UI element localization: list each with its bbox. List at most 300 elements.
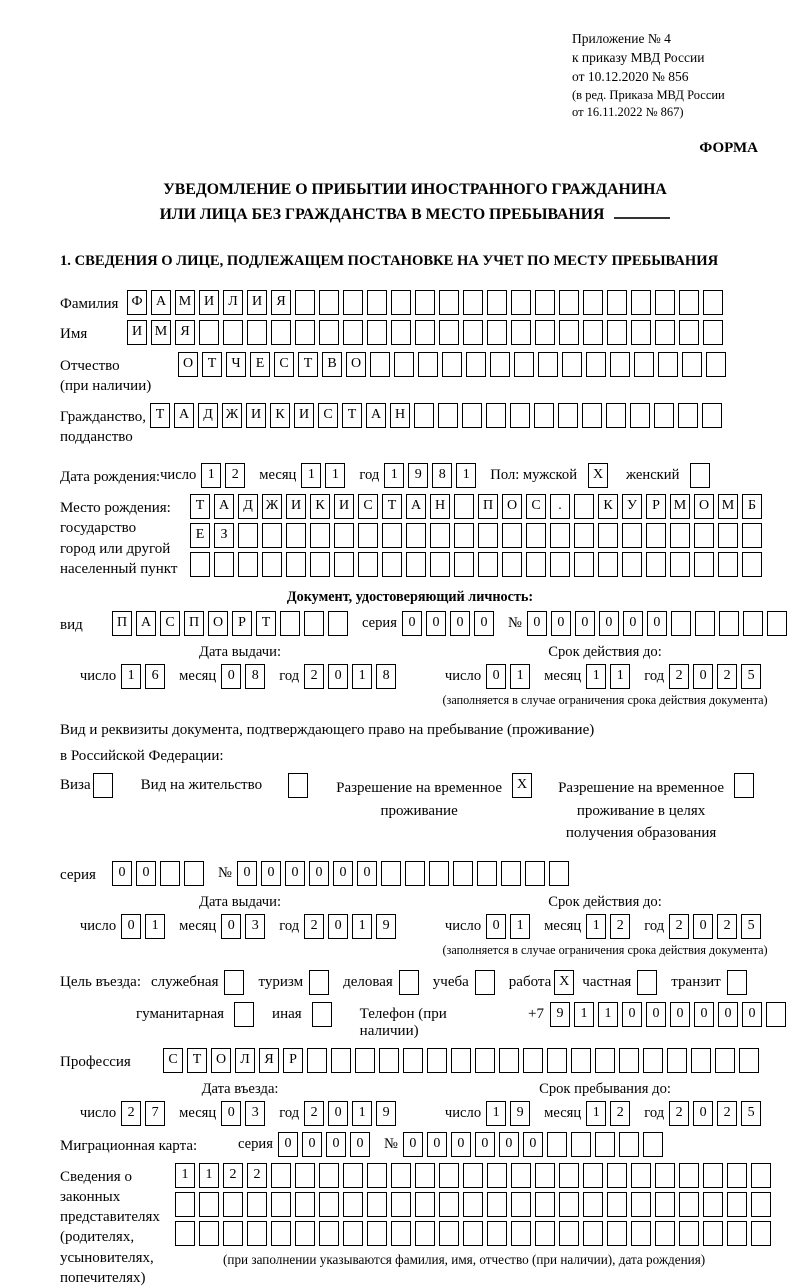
char-cell[interactable] [439,1192,459,1217]
char-cell[interactable]: 2 [717,664,737,689]
char-cell[interactable] [93,773,113,798]
char-cell[interactable] [643,1048,663,1073]
char-cell[interactable] [742,552,762,577]
char-cell[interactable]: О [208,611,228,636]
char-cell[interactable] [454,523,474,548]
char-cell[interactable] [671,611,691,636]
char-cell[interactable]: 9 [550,1002,570,1027]
char-cell[interactable] [403,1048,423,1073]
char-cell[interactable] [703,1192,723,1217]
char-cell[interactable]: 1 [456,463,476,488]
char-cell[interactable] [454,494,474,519]
char-cell[interactable]: С [358,494,378,519]
char-cell[interactable]: 0 [350,1132,370,1157]
char-cell[interactable] [670,552,690,577]
char-cell[interactable] [343,290,363,315]
char-cell[interactable] [343,1163,363,1188]
char-cell[interactable] [199,1221,219,1246]
char-cell[interactable] [391,1221,411,1246]
char-cell[interactable] [382,552,402,577]
char-cell[interactable] [595,1048,615,1073]
char-cell[interactable]: 3 [245,1101,265,1126]
char-cell[interactable]: 0 [112,861,132,886]
char-cell[interactable] [370,352,390,377]
char-cell[interactable]: Р [283,1048,303,1073]
char-cell[interactable]: П [478,494,498,519]
char-cell[interactable] [319,1221,339,1246]
char-cell[interactable]: 1 [486,1101,506,1126]
char-cell[interactable]: Я [175,320,195,345]
char-cell[interactable]: 1 [586,664,606,689]
char-cell[interactable] [622,523,642,548]
char-cell[interactable] [334,552,354,577]
char-cell[interactable] [442,352,462,377]
char-cell[interactable]: Т [256,611,276,636]
char-cell[interactable] [559,290,579,315]
char-cell[interactable]: Е [190,523,210,548]
char-cell[interactable]: К [310,494,330,519]
char-cell[interactable] [606,403,626,428]
char-cell[interactable]: 0 [309,861,329,886]
char-cell[interactable] [727,1163,747,1188]
char-cell[interactable] [655,290,675,315]
char-cell[interactable] [538,352,558,377]
char-cell[interactable] [631,1221,651,1246]
char-cell[interactable]: 0 [670,1002,690,1027]
char-cell[interactable]: О [211,1048,231,1073]
char-cell[interactable]: 0 [136,861,156,886]
char-cell[interactable]: 1 [352,664,372,689]
char-cell[interactable] [238,523,258,548]
char-cell[interactable] [295,320,315,345]
char-cell[interactable] [535,1221,555,1246]
char-cell[interactable] [558,403,578,428]
char-cell[interactable]: Т [382,494,402,519]
char-cell[interactable] [478,523,498,548]
char-cell[interactable] [631,290,651,315]
char-cell[interactable]: . [550,494,570,519]
char-cell[interactable] [691,1048,711,1073]
char-cell[interactable] [571,1132,591,1157]
char-cell[interactable]: 0 [527,611,547,636]
char-cell[interactable] [223,1221,243,1246]
char-cell[interactable] [547,1048,567,1073]
char-cell[interactable] [751,1221,771,1246]
char-cell[interactable]: С [526,494,546,519]
char-cell[interactable]: 5 [741,1101,761,1126]
char-cell[interactable] [271,320,291,345]
char-cell[interactable]: 0 [693,1101,713,1126]
char-cell[interactable] [511,1221,531,1246]
char-cell[interactable] [703,1163,723,1188]
char-cell[interactable] [607,290,627,315]
char-cell[interactable] [391,320,411,345]
char-cell[interactable] [535,1192,555,1217]
char-cell[interactable]: А [174,403,194,428]
char-cell[interactable] [343,1221,363,1246]
char-cell[interactable] [214,552,234,577]
char-cell[interactable] [271,1163,291,1188]
char-cell[interactable]: 0 [486,914,506,939]
char-cell[interactable]: П [184,611,204,636]
char-cell[interactable]: 1 [145,914,165,939]
char-cell[interactable]: 2 [304,1101,324,1126]
char-cell[interactable] [415,1221,435,1246]
char-cell[interactable]: 0 [333,861,353,886]
char-cell[interactable]: 2 [610,1101,630,1126]
char-cell[interactable] [706,352,726,377]
char-cell[interactable]: А [366,403,386,428]
char-cell[interactable] [427,1048,447,1073]
char-cell[interactable]: 9 [376,914,396,939]
char-cell[interactable] [682,352,702,377]
char-cell[interactable] [718,523,738,548]
char-cell[interactable] [607,1221,627,1246]
char-cell[interactable] [358,552,378,577]
char-cell[interactable] [439,320,459,345]
char-cell[interactable]: 1 [199,1163,219,1188]
char-cell[interactable] [523,1048,543,1073]
char-cell[interactable] [559,1221,579,1246]
char-cell[interactable]: 0 [474,611,494,636]
char-cell[interactable] [511,320,531,345]
char-cell[interactable]: 2 [247,1163,267,1188]
char-cell[interactable] [583,1221,603,1246]
char-cell[interactable] [430,523,450,548]
char-cell[interactable]: 0 [694,1002,714,1027]
char-cell[interactable] [719,611,739,636]
char-cell[interactable] [610,352,630,377]
char-cell[interactable]: 9 [408,463,428,488]
char-cell[interactable] [199,1192,219,1217]
char-cell[interactable] [406,523,426,548]
char-cell[interactable]: Т [298,352,318,377]
char-cell[interactable] [646,523,666,548]
char-cell[interactable]: Ж [222,403,242,428]
char-cell[interactable] [247,320,267,345]
char-cell[interactable] [715,1048,735,1073]
char-cell[interactable]: Т [202,352,222,377]
char-cell[interactable] [702,403,722,428]
char-cell[interactable] [598,523,618,548]
char-cell[interactable] [334,523,354,548]
char-cell[interactable] [658,352,678,377]
char-cell[interactable] [439,290,459,315]
char-cell[interactable] [727,1221,747,1246]
char-cell[interactable] [734,773,754,798]
char-cell[interactable] [406,552,426,577]
char-cell[interactable]: 0 [221,1101,241,1126]
char-cell[interactable]: 0 [326,1132,346,1157]
char-cell[interactable] [490,352,510,377]
char-cell[interactable] [703,1221,723,1246]
char-cell[interactable] [643,1132,663,1157]
char-cell[interactable] [654,403,674,428]
char-cell[interactable] [583,290,603,315]
char-cell[interactable] [631,1192,651,1217]
char-cell[interactable]: 0 [427,1132,447,1157]
char-cell[interactable]: С [163,1048,183,1073]
char-cell[interactable]: 8 [432,463,452,488]
char-cell[interactable] [510,403,530,428]
char-cell[interactable] [637,970,657,995]
char-cell[interactable]: 1 [201,463,221,488]
char-cell[interactable] [487,290,507,315]
char-cell[interactable] [475,1048,495,1073]
char-cell[interactable]: 0 [742,1002,762,1027]
char-cell[interactable] [286,523,306,548]
char-cell[interactable]: 0 [302,1132,322,1157]
char-cell[interactable] [271,1192,291,1217]
char-cell[interactable]: 0 [403,1132,423,1157]
char-cell[interactable]: И [334,494,354,519]
char-cell[interactable] [679,1221,699,1246]
form-number-blank[interactable] [614,205,670,219]
char-cell[interactable] [438,403,458,428]
char-cell[interactable] [415,1192,435,1217]
char-cell[interactable] [718,552,738,577]
char-cell[interactable]: 1 [586,1101,606,1126]
char-cell[interactable] [271,1221,291,1246]
char-cell[interactable]: 0 [426,611,446,636]
char-cell[interactable]: Ф [127,290,147,315]
char-cell[interactable] [574,494,594,519]
char-cell[interactable]: 0 [121,914,141,939]
char-cell[interactable]: И [247,290,267,315]
char-cell[interactable] [463,1192,483,1217]
char-cell[interactable]: 0 [693,664,713,689]
char-cell[interactable] [382,523,402,548]
char-cell[interactable]: 1 [574,1002,594,1027]
char-cell[interactable] [549,861,569,886]
char-cell[interactable]: 5 [741,664,761,689]
char-cell[interactable] [295,1221,315,1246]
char-cell[interactable] [328,611,348,636]
char-cell[interactable]: 5 [741,914,761,939]
char-cell[interactable]: 0 [285,861,305,886]
char-cell[interactable]: 2 [610,914,630,939]
char-cell[interactable] [679,320,699,345]
char-cell[interactable] [499,1048,519,1073]
char-cell[interactable]: 0 [551,611,571,636]
char-cell[interactable]: М [670,494,690,519]
char-cell[interactable] [309,970,329,995]
char-cell[interactable] [547,1132,567,1157]
char-cell[interactable]: Т [190,494,210,519]
char-cell[interactable]: О [694,494,714,519]
char-cell[interactable]: 1 [175,1163,195,1188]
char-cell[interactable]: Ч [226,352,246,377]
char-cell[interactable] [286,552,306,577]
char-cell[interactable]: М [718,494,738,519]
char-cell[interactable] [234,1002,254,1027]
char-cell[interactable]: X [588,463,608,488]
char-cell[interactable]: 1 [510,914,530,939]
char-cell[interactable] [655,1221,675,1246]
char-cell[interactable]: 9 [376,1101,396,1126]
char-cell[interactable]: Т [187,1048,207,1073]
char-cell[interactable] [190,552,210,577]
char-cell[interactable]: 3 [245,914,265,939]
char-cell[interactable]: 2 [669,914,689,939]
char-cell[interactable] [695,611,715,636]
char-cell[interactable]: П [112,611,132,636]
char-cell[interactable] [304,611,324,636]
char-cell[interactable] [634,352,654,377]
char-cell[interactable] [655,320,675,345]
char-cell[interactable] [478,552,498,577]
char-cell[interactable] [767,611,787,636]
char-cell[interactable] [574,552,594,577]
char-cell[interactable]: К [270,403,290,428]
char-cell[interactable]: И [294,403,314,428]
char-cell[interactable]: З [214,523,234,548]
char-cell[interactable] [678,403,698,428]
char-cell[interactable] [655,1192,675,1217]
char-cell[interactable] [454,552,474,577]
char-cell[interactable] [586,352,606,377]
char-cell[interactable] [319,290,339,315]
char-cell[interactable]: Я [259,1048,279,1073]
char-cell[interactable] [223,1192,243,1217]
char-cell[interactable] [429,861,449,886]
char-cell[interactable] [511,1163,531,1188]
char-cell[interactable] [550,552,570,577]
char-cell[interactable]: 0 [486,664,506,689]
char-cell[interactable] [630,403,650,428]
char-cell[interactable] [559,1163,579,1188]
char-cell[interactable]: Б [742,494,762,519]
char-cell[interactable]: О [178,352,198,377]
char-cell[interactable] [607,1163,627,1188]
char-cell[interactable]: X [554,970,574,995]
char-cell[interactable] [462,403,482,428]
char-cell[interactable] [295,290,315,315]
char-cell[interactable]: 6 [145,664,165,689]
char-cell[interactable] [501,861,521,886]
char-cell[interactable]: 0 [261,861,281,886]
char-cell[interactable]: 8 [245,664,265,689]
char-cell[interactable] [525,861,545,886]
char-cell[interactable] [690,463,710,488]
char-cell[interactable] [511,290,531,315]
char-cell[interactable]: М [151,320,171,345]
char-cell[interactable]: 0 [647,611,667,636]
char-cell[interactable] [312,1002,332,1027]
char-cell[interactable] [453,861,473,886]
char-cell[interactable] [463,290,483,315]
char-cell[interactable] [391,1192,411,1217]
char-cell[interactable] [307,1048,327,1073]
char-cell[interactable]: 2 [669,1101,689,1126]
char-cell[interactable] [559,1192,579,1217]
char-cell[interactable] [534,403,554,428]
char-cell[interactable] [655,1163,675,1188]
char-cell[interactable] [367,1192,387,1217]
char-cell[interactable] [475,970,495,995]
char-cell[interactable]: 1 [121,664,141,689]
char-cell[interactable]: С [274,352,294,377]
char-cell[interactable] [262,523,282,548]
char-cell[interactable] [607,320,627,345]
char-cell[interactable] [502,523,522,548]
char-cell[interactable] [280,611,300,636]
char-cell[interactable] [766,1002,786,1027]
char-cell[interactable]: 8 [376,664,396,689]
char-cell[interactable] [559,320,579,345]
char-cell[interactable] [607,1192,627,1217]
char-cell[interactable] [358,523,378,548]
char-cell[interactable] [319,320,339,345]
char-cell[interactable] [223,320,243,345]
char-cell[interactable] [391,290,411,315]
char-cell[interactable] [439,1221,459,1246]
char-cell[interactable] [160,861,180,886]
char-cell[interactable] [391,1163,411,1188]
char-cell[interactable] [319,1192,339,1217]
char-cell[interactable] [238,552,258,577]
char-cell[interactable] [405,861,425,886]
char-cell[interactable] [526,523,546,548]
char-cell[interactable]: И [199,290,219,315]
char-cell[interactable] [595,1132,615,1157]
char-cell[interactable]: Л [235,1048,255,1073]
char-cell[interactable]: 1 [352,914,372,939]
char-cell[interactable]: X [512,773,532,798]
char-cell[interactable] [199,320,219,345]
char-cell[interactable] [451,1048,471,1073]
char-cell[interactable]: 0 [237,861,257,886]
char-cell[interactable]: Т [342,403,362,428]
char-cell[interactable] [288,773,308,798]
char-cell[interactable] [463,320,483,345]
char-cell[interactable]: 0 [475,1132,495,1157]
char-cell[interactable]: 2 [717,914,737,939]
char-cell[interactable]: 0 [328,914,348,939]
char-cell[interactable]: Д [238,494,258,519]
char-cell[interactable] [487,1192,507,1217]
char-cell[interactable]: 2 [717,1101,737,1126]
char-cell[interactable]: 2 [669,664,689,689]
char-cell[interactable]: Л [223,290,243,315]
char-cell[interactable] [295,1163,315,1188]
char-cell[interactable]: Р [646,494,666,519]
char-cell[interactable]: 1 [510,664,530,689]
char-cell[interactable]: 1 [325,463,345,488]
char-cell[interactable]: С [160,611,180,636]
char-cell[interactable]: 2 [223,1163,243,1188]
char-cell[interactable] [622,552,642,577]
char-cell[interactable] [379,1048,399,1073]
char-cell[interactable] [694,523,714,548]
char-cell[interactable] [571,1048,591,1073]
char-cell[interactable] [679,290,699,315]
char-cell[interactable]: О [346,352,366,377]
char-cell[interactable] [310,552,330,577]
char-cell[interactable] [583,320,603,345]
char-cell[interactable] [703,320,723,345]
char-cell[interactable] [583,1163,603,1188]
char-cell[interactable] [224,970,244,995]
char-cell[interactable] [367,1163,387,1188]
char-cell[interactable]: И [286,494,306,519]
char-cell[interactable] [477,861,497,886]
char-cell[interactable] [694,552,714,577]
char-cell[interactable] [582,403,602,428]
char-cell[interactable]: К [598,494,618,519]
char-cell[interactable] [598,552,618,577]
char-cell[interactable]: 1 [352,1101,372,1126]
